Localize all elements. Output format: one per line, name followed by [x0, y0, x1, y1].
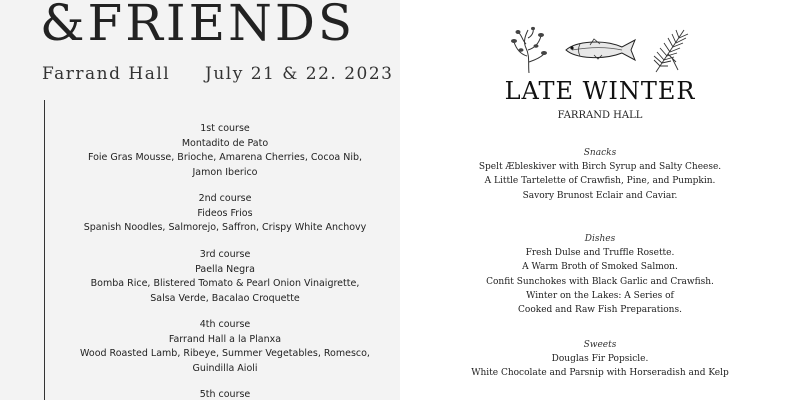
section-heading: Dishes	[584, 234, 616, 244]
course-2	[60, 192, 390, 236]
menu-item: White Chocolate and Parsnip with Horseradish and Kelp	[471, 368, 729, 379]
course-4	[60, 318, 390, 376]
course-description: Spanish Noodles, Salmorejo, Saffron, Crispy White Anchovy	[83, 222, 367, 233]
course-label: 5th course	[199, 389, 251, 400]
menu-item: Spelt Æbleskiver with Birch Syrup and Salty Cheese.	[478, 162, 722, 173]
dishes-section	[400, 232, 800, 317]
menu-title: &FRIENDS	[40, 0, 356, 52]
menu-item: Savory Brunost Eclair and Caviar.	[522, 190, 678, 201]
menu-item: Winter on the Lakes: A Series of	[526, 290, 674, 301]
fish-illustration-icon	[560, 26, 640, 74]
vertical-rule	[44, 100, 45, 400]
course-label: 3rd course	[199, 249, 251, 260]
course-name: Paella Negra	[195, 263, 255, 275]
venue-name: Farrand Hall	[42, 64, 171, 84]
seaweed-illustration-icon	[508, 26, 550, 74]
menu-item: A Warm Broth of Smoked Salmon.	[522, 262, 678, 273]
menu-title: LATE WINTER	[504, 77, 696, 105]
fir-branch-illustration-icon	[648, 26, 692, 74]
menu-item: Confit Sunchokes with Black Garlic and Crawfish.	[486, 276, 714, 287]
course-description: Wood Roasted Lamb, Ribeye, Summer Vegetables, Romesco,	[80, 348, 370, 359]
course-label: 4th course	[199, 319, 251, 330]
menu-item: Cooked and Raw Fish Preparations.	[518, 305, 682, 316]
course-description: Jamon Iberico	[192, 166, 258, 178]
course-description: Bomba Rice, Blistered Tomato & Pearl Onion Vinaigrette,	[90, 278, 360, 289]
course-description: Foie Gras Mousse, Brioche, Amarena Cherries, Cocoa Nib,	[87, 152, 363, 163]
menu-item: Douglas Fir Popsicle.	[551, 354, 649, 365]
section-heading: Sweets	[583, 340, 617, 350]
course-description: Guindilla Aioli	[192, 362, 258, 374]
course-3	[60, 248, 390, 306]
snacks-section	[400, 146, 800, 203]
section-heading: Snacks	[583, 148, 617, 158]
menu-item: A Little Tartelette of Crawfish, Pine, and Pumpkin.	[484, 176, 716, 187]
event-dates: July 21 & 22. 2023	[205, 64, 394, 84]
course-label: 1st course	[200, 123, 250, 134]
late-winter-menu-panel	[400, 0, 800, 400]
course-name: Farrand Hall a la Planxa	[168, 333, 282, 345]
course-1	[60, 122, 390, 180]
sweets-section	[400, 338, 800, 381]
menu-subtitle: FARRAND HALL	[557, 110, 643, 121]
course-5	[60, 388, 390, 400]
menu-item: Fresh Dulse and Truffle Rosette.	[525, 248, 675, 259]
course-name: Montadito de Pato	[181, 137, 269, 149]
course-description: Salsa Verde, Bacalao Croquette	[150, 292, 300, 304]
course-label: 2nd course	[198, 193, 252, 204]
course-name: Fideos Frios	[197, 207, 253, 219]
